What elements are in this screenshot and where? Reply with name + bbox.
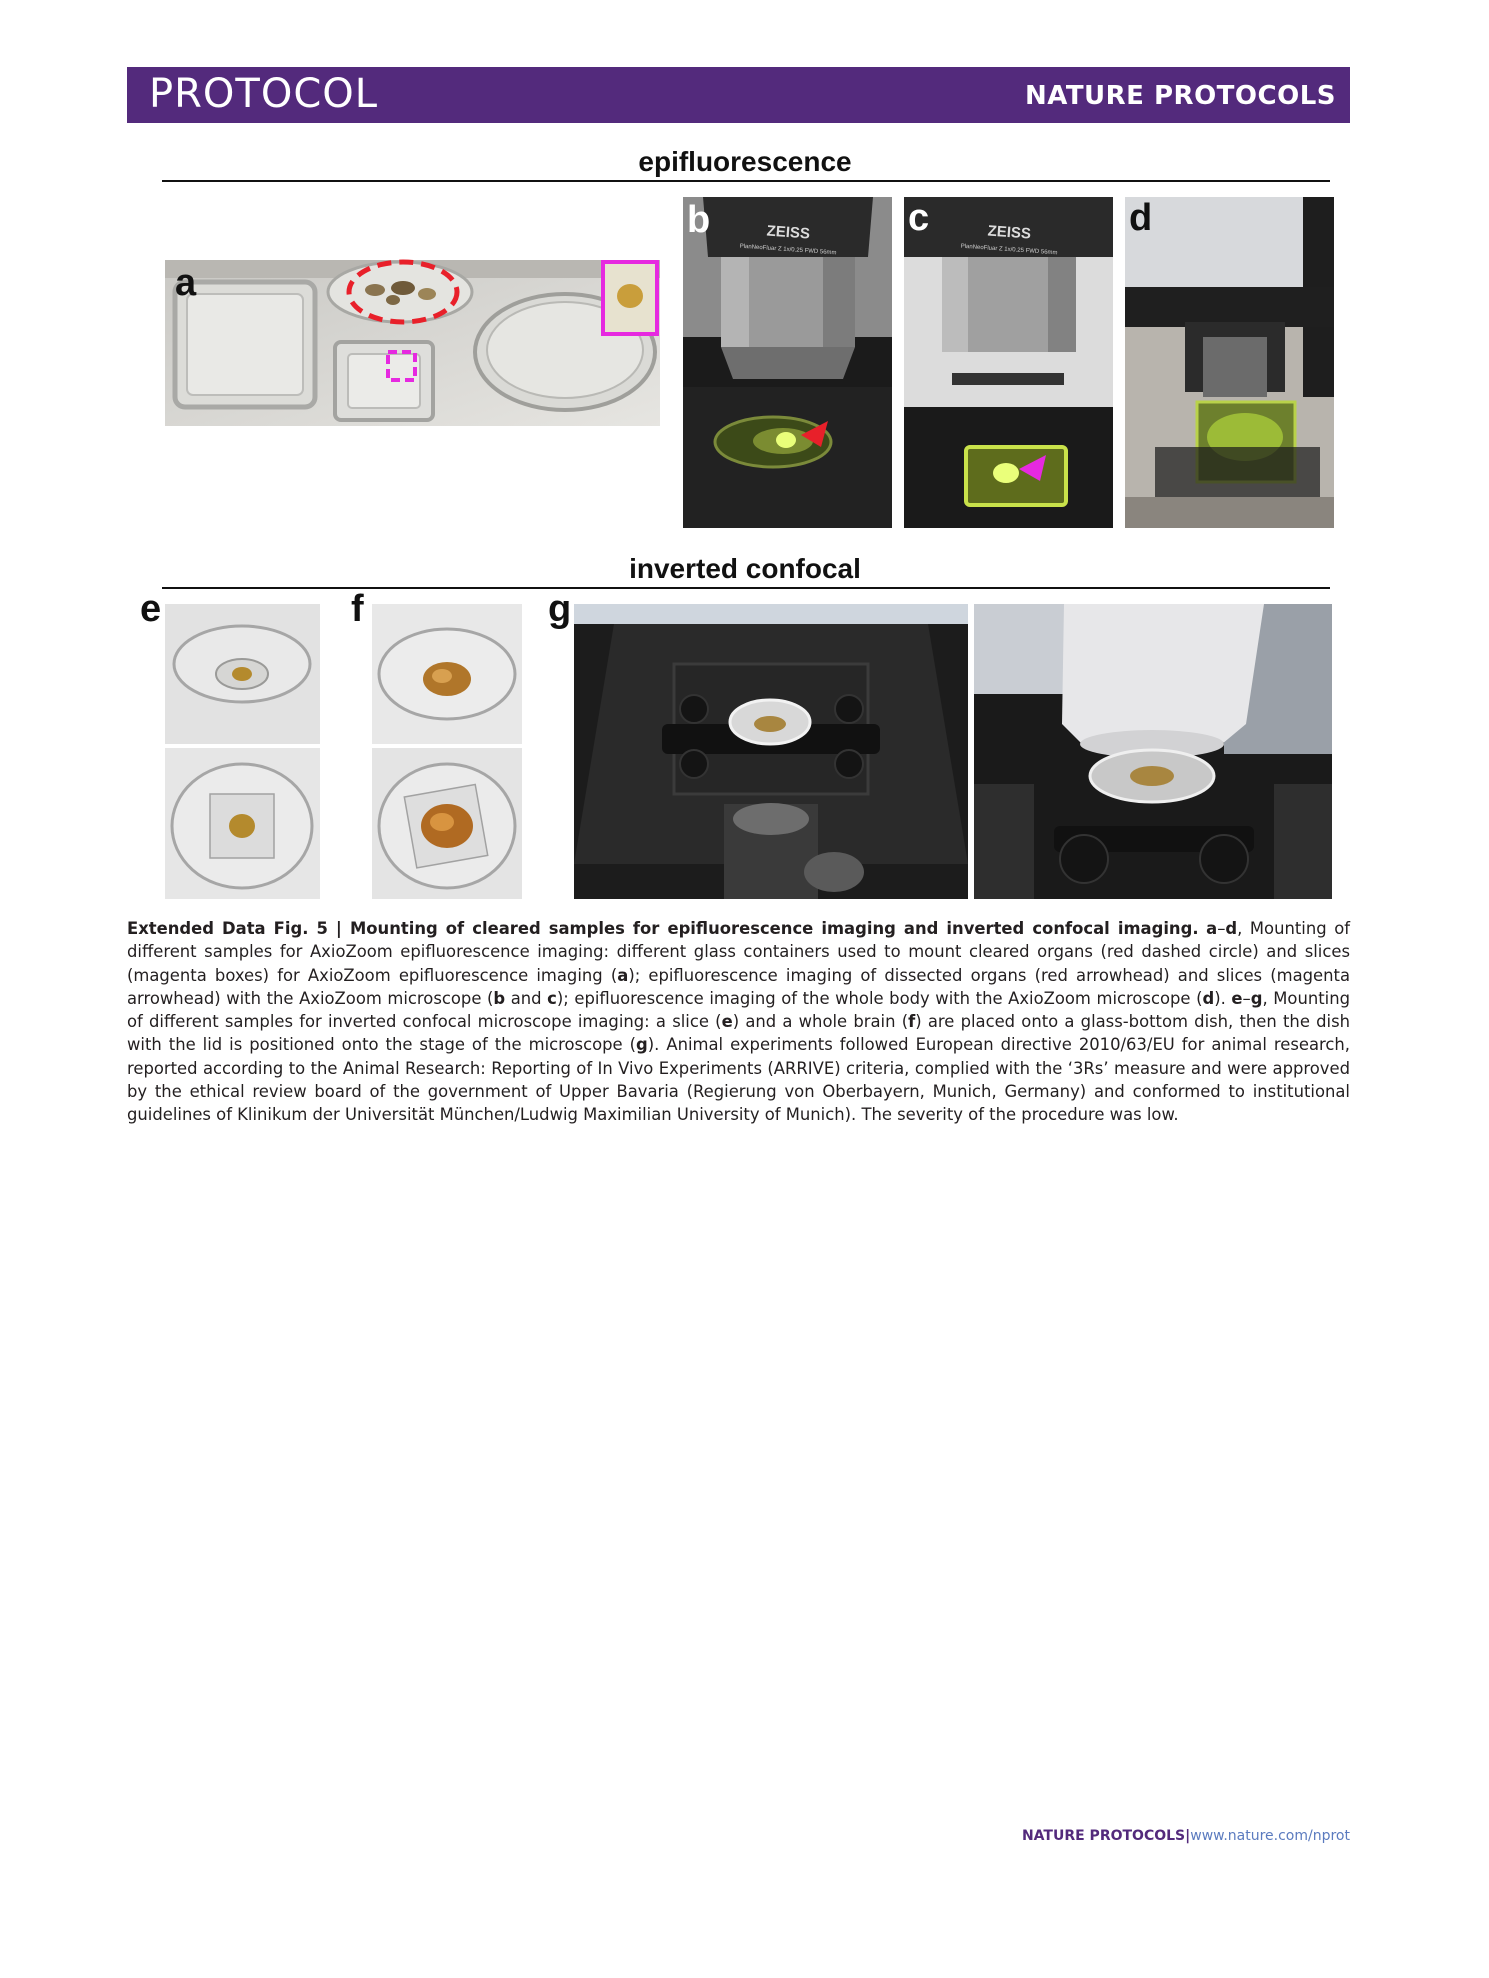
caption-ref: f <box>908 1012 916 1032</box>
caption-text: – <box>1217 919 1226 938</box>
lens-model-label-b: PlanNeoFluar Z 1x/0.25 FWD 56mm <box>739 243 837 257</box>
panel-letter-d: d <box>1129 197 1153 239</box>
caption-label: Extended Data Fig. 5 | Mounting of cleared samples for epifluorescence imaging and inverted confocal imaging. <box>127 919 1199 938</box>
footer-separator: | <box>1185 1828 1191 1844</box>
caption-ref: g <box>636 1035 648 1055</box>
figure-caption <box>127 917 1350 1127</box>
lens-brand-label-b: ZEISS <box>766 222 811 243</box>
caption-ref: a <box>617 965 629 985</box>
panel-letter-e: e <box>140 588 162 630</box>
section-title-epifluorescence: epifluorescence <box>638 146 852 177</box>
caption-text: ); epifluorescence imaging of dissected organs (red arrowhead) and slices (magenta arrowhead) with the AxioZoom microscope ( <box>127 965 1351 1008</box>
caption-text: and <box>505 988 548 1008</box>
panel-letter-f: f <box>351 588 364 630</box>
header-section-label: PROTOCOL <box>149 71 379 117</box>
header-journal-name: NATURE PROTOCOLS <box>1024 81 1336 111</box>
figure-panel-e <box>165 604 320 899</box>
figure-panel-a <box>165 260 660 426</box>
panel-letter-g: g <box>548 588 572 630</box>
figure-panel-g-stage <box>548 588 968 899</box>
header-bar <box>127 67 1350 123</box>
lens-model-label-c: PlanNeoFluar Z 1x/0.25 FWD 56mm <box>960 243 1058 257</box>
page-footer <box>1022 1828 1350 1844</box>
caption-text: ). <box>1214 988 1232 1008</box>
figure-panel-f <box>372 604 522 899</box>
caption-text: ) are placed onto a glass-bottom dish, then the dish with the lid is positioned onto the stage of the microscope ( <box>127 1012 1351 1055</box>
caption-text: ) and a whole brain ( <box>732 1012 909 1032</box>
rule-inverted-confocal <box>162 587 1330 589</box>
caption-text: ); epifluorescence imaging of the whole body with the AxioZoom microscope ( <box>556 988 1203 1008</box>
figure-panel-g-condenser <box>974 604 1332 899</box>
caption-ref: e <box>1231 988 1243 1008</box>
figure-panel-d <box>1125 197 1334 528</box>
caption-text: – <box>1242 988 1251 1008</box>
caption-ref: c <box>547 988 557 1008</box>
caption-text: ). Animal experiments followed European directive 2010/63/EU for animal research, reported according to the Animal Research: Reporting of In Vivo Experiments (ARRIVE) criteria, complied with the ‘3Rs’ measure and were approved by the ethical review board of the government of Upper Bavaria (Regierung von Oberbayern, Munich, Germany) and conformed to institutional guidelines of Klinikum der Universität München/Ludwig Maximilian University of Munich). The severity of the procedure was low. <box>127 1035 1350 1125</box>
caption-ref: d <box>1202 988 1215 1008</box>
caption-ref: b <box>493 988 506 1008</box>
caption-ref: e <box>721 1012 733 1032</box>
panel-letter-a: a <box>175 262 197 304</box>
footer-journal: NATURE PROTOCOLS <box>1021 1828 1186 1844</box>
footer-url-link[interactable]: www.nature.com/nprot <box>1190 1828 1350 1844</box>
lens-brand-label-c: ZEISS <box>987 222 1032 243</box>
caption-ref: g <box>1250 988 1263 1008</box>
rule-epifluorescence <box>162 180 1330 182</box>
caption-text: , Mounting of different samples for inverted confocal microscope imaging: a slice ( <box>127 988 1351 1032</box>
panel-letter-b: b <box>687 199 711 241</box>
section-title-inverted-confocal: inverted confocal <box>629 553 861 584</box>
panel-letter-c: c <box>908 197 930 239</box>
caption-ref: a <box>1206 919 1218 938</box>
caption-text: , Mounting of different samples for AxioZoom epifluorescence imaging: different glass containers used to mount cleared organs (red dashed circle) and slices (magenta boxes) for AxioZoom epifluorescence imaging ( <box>127 919 1350 985</box>
figure-panel-b <box>683 197 892 528</box>
caption-ref: d <box>1225 919 1238 938</box>
figure-panel-c <box>904 197 1113 528</box>
